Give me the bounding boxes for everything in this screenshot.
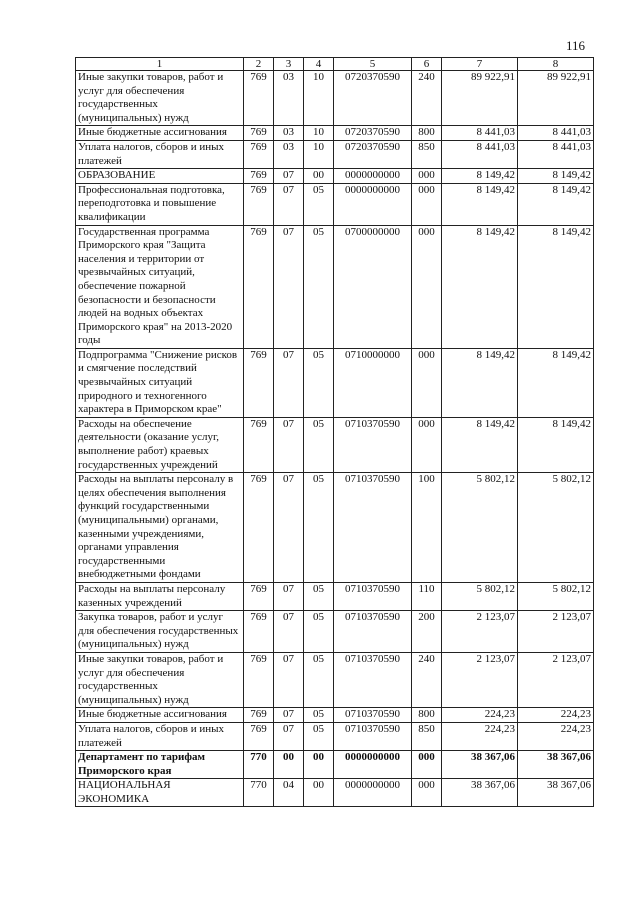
- cell-expense-type: 000: [412, 225, 442, 348]
- cell-section: 03: [274, 126, 304, 141]
- cell-target-article: 0710370590: [334, 652, 412, 707]
- cell-target-article: 0000000000: [334, 751, 412, 779]
- cell-section: 07: [274, 611, 304, 653]
- table-row: [76, 140, 594, 168]
- cell-name: Иные бюджетные ассигнования: [76, 708, 244, 723]
- table-row: [76, 722, 594, 750]
- cell-amount-8: 5 802,12: [518, 473, 594, 583]
- cell-amount-7: 8 149,42: [442, 417, 518, 472]
- cell-amount-8: 224,23: [518, 722, 594, 750]
- cell-section: 07: [274, 348, 304, 417]
- column-header: 8: [518, 58, 594, 71]
- cell-subsection: 05: [304, 473, 334, 583]
- cell-subsection: 05: [304, 348, 334, 417]
- column-header: 6: [412, 58, 442, 71]
- cell-subsection: 00: [304, 169, 334, 184]
- cell-ministry-code: 769: [244, 652, 274, 707]
- cell-name: Иные закупки товаров, работ и услуг для обеспечения государственных (муниципальных) нужд: [76, 652, 244, 707]
- cell-name: Уплата налогов, сборов и иных платежей: [76, 140, 244, 168]
- cell-section: 07: [274, 652, 304, 707]
- table-row: [76, 126, 594, 141]
- cell-name: Расходы на обеспечение деятельности (оказание услуг, выполнение работ) краевых государственных учреждений: [76, 417, 244, 472]
- cell-ministry-code: 769: [244, 417, 274, 472]
- cell-expense-type: 000: [412, 751, 442, 779]
- cell-amount-7: 8 149,42: [442, 225, 518, 348]
- cell-amount-8: 224,23: [518, 708, 594, 723]
- cell-subsection: 05: [304, 652, 334, 707]
- cell-name: Иные бюджетные ассигнования: [76, 126, 244, 141]
- cell-expense-type: 000: [412, 417, 442, 472]
- cell-name: ОБРАЗОВАНИЕ: [76, 169, 244, 184]
- cell-subsection: 00: [304, 779, 334, 807]
- cell-ministry-code: 769: [244, 126, 274, 141]
- table-row: [76, 582, 594, 610]
- cell-section: 07: [274, 169, 304, 184]
- cell-ministry-code: 769: [244, 611, 274, 653]
- cell-amount-7: 5 802,12: [442, 473, 518, 583]
- cell-section: 04: [274, 779, 304, 807]
- cell-section: 03: [274, 140, 304, 168]
- cell-expense-type: 240: [412, 652, 442, 707]
- cell-subsection: 05: [304, 722, 334, 750]
- cell-amount-7: 38 367,06: [442, 779, 518, 807]
- cell-subsection: 10: [304, 140, 334, 168]
- cell-target-article: 0710000000: [334, 348, 412, 417]
- cell-name: Расходы на выплаты персоналу в целях обеспечения выполнения функций государственными (муниципальными) органами, казенными учреждениями, органами управления государственными внебюджетными фондами: [76, 473, 244, 583]
- cell-subsection: 05: [304, 183, 334, 225]
- cell-section: 07: [274, 722, 304, 750]
- cell-subsection: 05: [304, 225, 334, 348]
- cell-amount-7: 8 441,03: [442, 140, 518, 168]
- cell-target-article: 0000000000: [334, 779, 412, 807]
- table-row: [76, 183, 594, 225]
- cell-name: НАЦИОНАЛЬНАЯ ЭКОНОМИКА: [76, 779, 244, 807]
- column-header: 3: [274, 58, 304, 71]
- cell-target-article: 0710370590: [334, 722, 412, 750]
- cell-expense-type: 000: [412, 169, 442, 184]
- cell-expense-type: 800: [412, 126, 442, 141]
- budget-table: [75, 57, 594, 807]
- cell-expense-type: 200: [412, 611, 442, 653]
- cell-ministry-code: 770: [244, 751, 274, 779]
- column-header: 1: [76, 58, 244, 71]
- cell-amount-8: 8 149,42: [518, 348, 594, 417]
- table-row: [76, 473, 594, 583]
- cell-ministry-code: 769: [244, 169, 274, 184]
- table-row: [76, 225, 594, 348]
- cell-expense-type: 850: [412, 140, 442, 168]
- cell-target-article: 0000000000: [334, 169, 412, 184]
- cell-amount-7: 38 367,06: [442, 751, 518, 779]
- cell-expense-type: 800: [412, 708, 442, 723]
- cell-expense-type: 110: [412, 582, 442, 610]
- cell-amount-8: 8 149,42: [518, 417, 594, 472]
- column-header: 4: [304, 58, 334, 71]
- cell-ministry-code: 769: [244, 140, 274, 168]
- cell-section: 07: [274, 708, 304, 723]
- cell-ministry-code: 769: [244, 71, 274, 126]
- cell-ministry-code: 770: [244, 779, 274, 807]
- table-row: [76, 779, 594, 807]
- cell-target-article: 0720370590: [334, 140, 412, 168]
- cell-amount-8: 8 149,42: [518, 225, 594, 348]
- cell-ministry-code: 769: [244, 225, 274, 348]
- table-row: [76, 708, 594, 723]
- cell-name: Уплата налогов, сборов и иных платежей: [76, 722, 244, 750]
- cell-target-article: 0700000000: [334, 225, 412, 348]
- cell-subsection: 05: [304, 417, 334, 472]
- cell-subsection: 10: [304, 126, 334, 141]
- table-row: [76, 611, 594, 653]
- cell-section: 07: [274, 582, 304, 610]
- cell-amount-7: 8 149,42: [442, 183, 518, 225]
- cell-amount-8: 89 922,91: [518, 71, 594, 126]
- cell-expense-type: 850: [412, 722, 442, 750]
- table-row: [76, 652, 594, 707]
- cell-subsection: 05: [304, 582, 334, 610]
- cell-expense-type: 000: [412, 348, 442, 417]
- cell-target-article: 0000000000: [334, 183, 412, 225]
- cell-amount-8: 38 367,06: [518, 779, 594, 807]
- cell-ministry-code: 769: [244, 582, 274, 610]
- header-row: [76, 58, 594, 71]
- cell-expense-type: 100: [412, 473, 442, 583]
- cell-amount-7: 89 922,91: [442, 71, 518, 126]
- cell-name: Иные закупки товаров, работ и услуг для обеспечения государственных (муниципальных) нужд: [76, 71, 244, 126]
- table-row: [76, 71, 594, 126]
- cell-target-article: 0710370590: [334, 417, 412, 472]
- cell-amount-8: 8 441,03: [518, 140, 594, 168]
- cell-amount-7: 224,23: [442, 722, 518, 750]
- cell-expense-type: 000: [412, 183, 442, 225]
- cell-target-article: 0720370590: [334, 71, 412, 126]
- cell-target-article: 0720370590: [334, 126, 412, 141]
- cell-amount-8: 8 149,42: [518, 169, 594, 184]
- column-header: 5: [334, 58, 412, 71]
- cell-ministry-code: 769: [244, 722, 274, 750]
- cell-ministry-code: 769: [244, 348, 274, 417]
- cell-target-article: 0710370590: [334, 611, 412, 653]
- cell-amount-7: 2 123,07: [442, 652, 518, 707]
- cell-amount-8: 38 367,06: [518, 751, 594, 779]
- column-header: 2: [244, 58, 274, 71]
- table-row: [76, 169, 594, 184]
- cell-subsection: 05: [304, 611, 334, 653]
- cell-amount-7: 8 441,03: [442, 126, 518, 141]
- cell-name: Подпрограмма "Снижение рисков и смягчение последствий чрезвычайных ситуаций природного и техногенного характера в Приморском крае": [76, 348, 244, 417]
- cell-target-article: 0710370590: [334, 708, 412, 723]
- cell-section: 00: [274, 751, 304, 779]
- cell-amount-7: 5 802,12: [442, 582, 518, 610]
- page-number: 116: [566, 38, 586, 53]
- cell-name: Департамент по тарифам Приморского края: [76, 751, 244, 779]
- column-header: 7: [442, 58, 518, 71]
- cell-section: 07: [274, 183, 304, 225]
- cell-ministry-code: 769: [244, 183, 274, 225]
- cell-amount-7: 8 149,42: [442, 169, 518, 184]
- cell-name: Расходы на выплаты персоналу казенных учреждений: [76, 582, 244, 610]
- cell-amount-7: 2 123,07: [442, 611, 518, 653]
- cell-expense-type: 240: [412, 71, 442, 126]
- cell-amount-8: 2 123,07: [518, 611, 594, 653]
- cell-name: Закупка товаров, работ и услуг для обеспечения государственных (муниципальных) нужд: [76, 611, 244, 653]
- cell-target-article: 0710370590: [334, 473, 412, 583]
- cell-subsection: 00: [304, 751, 334, 779]
- table-row: [76, 348, 594, 417]
- table-row: [76, 751, 594, 779]
- cell-subsection: 10: [304, 71, 334, 126]
- cell-amount-8: 8 149,42: [518, 183, 594, 225]
- cell-section: 07: [274, 417, 304, 472]
- cell-ministry-code: 769: [244, 473, 274, 583]
- table-row: [76, 417, 594, 472]
- cell-amount-8: 8 441,03: [518, 126, 594, 141]
- cell-amount-8: 2 123,07: [518, 652, 594, 707]
- cell-section: 03: [274, 71, 304, 126]
- cell-amount-8: 5 802,12: [518, 582, 594, 610]
- cell-expense-type: 000: [412, 779, 442, 807]
- cell-amount-7: 224,23: [442, 708, 518, 723]
- cell-amount-7: 8 149,42: [442, 348, 518, 417]
- cell-subsection: 05: [304, 708, 334, 723]
- cell-target-article: 0710370590: [334, 582, 412, 610]
- cell-section: 07: [274, 225, 304, 348]
- cell-section: 07: [274, 473, 304, 583]
- cell-ministry-code: 769: [244, 708, 274, 723]
- cell-name: Профессиональная подготовка, переподготовка и повышение квалификации: [76, 183, 244, 225]
- cell-name: Государственная программа Приморского края "Защита населения и территории от чрезвычайных ситуаций, обеспечение пожарной безопасности и безопасности людей на водных объектах Приморского края" на 2013-2020 годы: [76, 225, 244, 348]
